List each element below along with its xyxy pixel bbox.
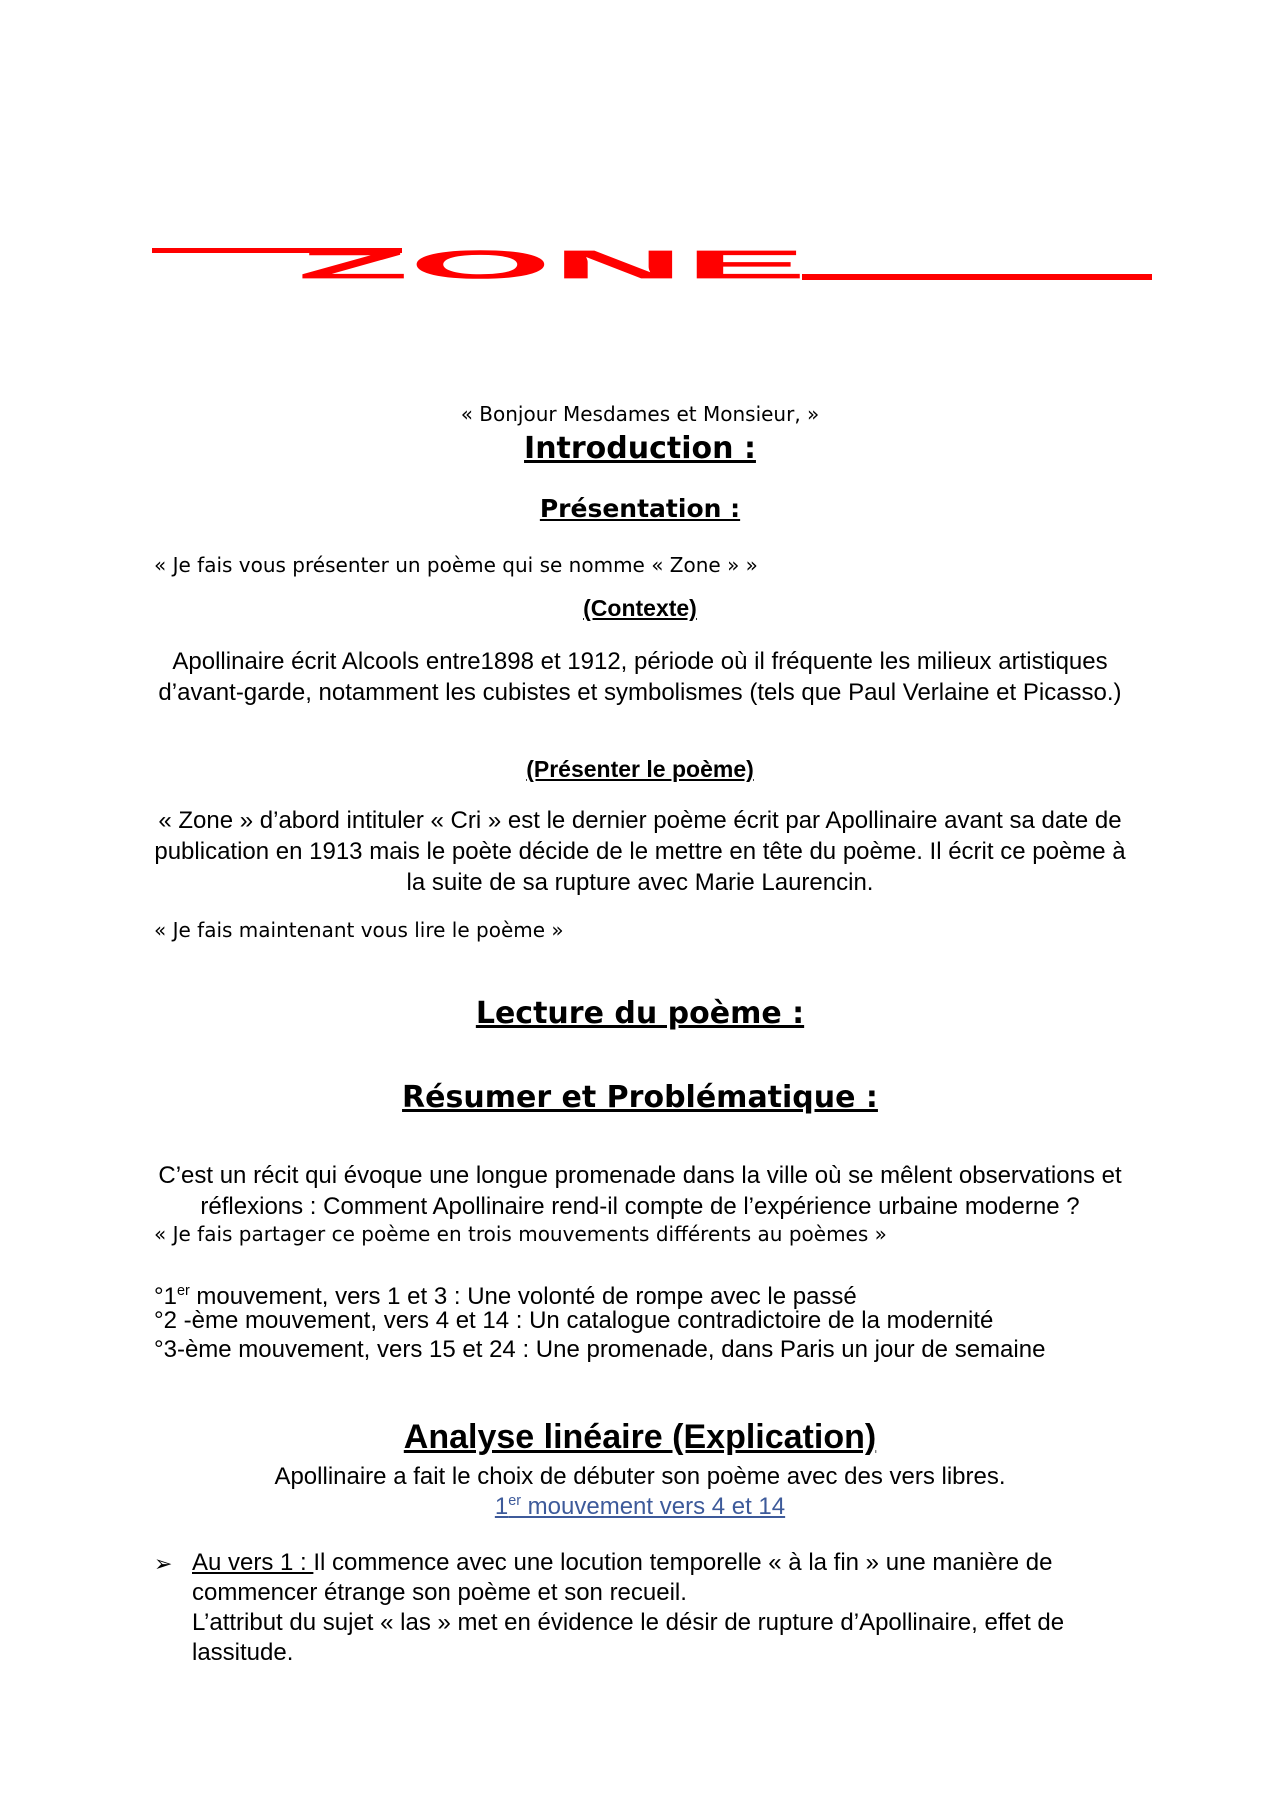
movement-1: °1er mouvement, vers 1 et 3 : Une volonté de rompe avec le passé [154,1283,857,1310]
bullet-paragraph: Au vers 1 : Il commence avec une locution temporelle « à la fin » une manière de commencer étrange son poème et son recueil. L’attribut du sujet « las » met en évidence le désir de rupture d’Apollinaire, effet de lassitude. [192,1549,1065,1666]
share-line: « Je fais partager ce poème en trois mouvements différents au poèmes » [154,1222,887,1246]
lecture-heading: Lecture du poème : [475,996,805,1031]
arrow-bullet-icon: ➢ [154,1551,173,1576]
poem-heading: (Présenter le poème) [526,756,754,782]
resume-paragraph: C’est un récit qui évoque une longue promenade dans la ville où se mêlent observations et réflexions : Comment Apollinaire rend-il compte de l’expérience urbaine moderne ? [158,1162,1122,1220]
resume-heading: Résumer et Problématique : [402,1080,878,1115]
context-paragraph: Apollinaire écrit Alcools entre1898 et 1912, période où il fréquente les milieux artistiques d’avant-garde, notamment les cubistes et symbolismes (tels que Paul Verlaine et Picasso.) [158,648,1122,706]
bullet-label: Au vers 1 : [192,1549,314,1576]
introduction-heading: Introduction : [524,431,756,466]
greeting: « Bonjour Mesdames et Monsieur, » [460,402,820,426]
zone-title-wordart [152,238,1152,298]
analyse-heading: Analyse linéaire (Explication) [403,1418,877,1456]
title-text: ZONE [297,242,808,288]
title-line-right [802,274,1152,280]
reading-line: « Je fais maintenant vous lire le poème » [154,918,564,942]
bullet-text-2: L’attribut du sujet « las » met en évidence le désir de rupture d’Apollinaire, effet de lassitude. [192,1609,1065,1666]
analyse-intro: Apollinaire a fait le choix de débuter son poème avec des vers libres. [274,1463,1006,1490]
context-heading: (Contexte) [583,595,697,621]
movement-2: °2 -ème mouvement, vers 4 et 14 : Un catalogue contradictoire de la modernité [154,1307,994,1334]
presentation-line: « Je fais vous présenter un poème qui se nomme « Zone » » [154,553,758,577]
presentation-heading: Présentation : [539,494,741,523]
first-movement-link[interactable]: 1er mouvement vers 4 et 14 [494,1493,786,1520]
poem-paragraph: « Zone » d’abord intituler « Cri » est le dernier poème écrit par Apollinaire avant sa date de publication en 1913 mais le poète décide de le mettre en tête du poème. Il écrit ce poème à la suite de sa rupture avec Marie Laurencin. [154,807,1126,896]
movement-3: °3-ème mouvement, vers 15 et 24 : Une promenade, dans Paris un jour de semaine [154,1336,1046,1363]
